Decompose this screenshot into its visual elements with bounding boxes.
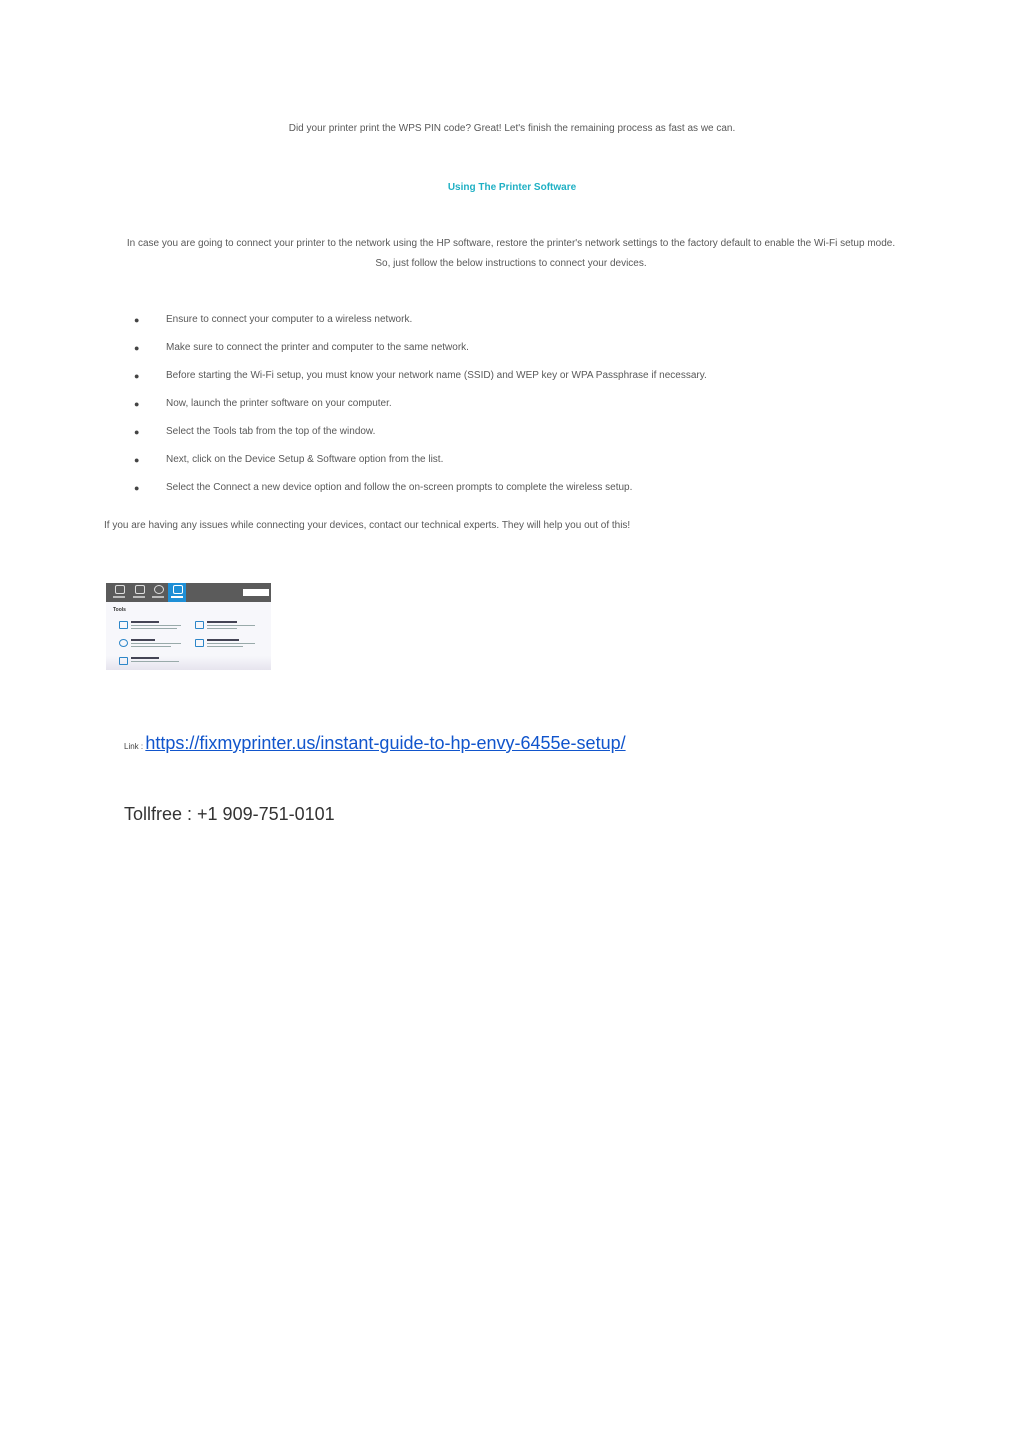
- step-text: Ensure to connect your computer to a wireless network.: [166, 314, 413, 325]
- hp-software-screenshot: [106, 583, 271, 670]
- shop-tab-icon: [130, 583, 148, 602]
- device-setup-icon: [119, 621, 128, 629]
- list-item: [0, 367, 1024, 395]
- bullet-icon: ●: [134, 371, 140, 381]
- intro-text: Did your printer print the WPS PIN code? Great! Let's finish the remaining process as fast as we can.: [288, 123, 736, 134]
- setup-guide-link[interactable]: https://fixmyprinter.us/instant-guide-to-hp-envy-6455e-setup/: [145, 733, 626, 753]
- tools-tab-icon: [168, 583, 186, 602]
- closing-text: If you are having any issues while connecting your devices, contact our technical experts. They will help you out of this!: [104, 520, 631, 531]
- list-item: [0, 423, 1024, 451]
- list-item: [0, 339, 1024, 367]
- link-label: Link :: [124, 742, 146, 751]
- data-collection-icon: [195, 639, 204, 647]
- update-icon: [119, 639, 128, 647]
- step-text: Select the Connect a new device option and follow the on-screen prompts to complete the wireless setup.: [166, 482, 633, 493]
- list-item: [0, 451, 1024, 479]
- step-text: Make sure to connect the printer and computer to the same network.: [166, 342, 469, 353]
- step-text: Select the Tools tab from the top of the window.: [166, 426, 376, 437]
- printer-tab-icon: [110, 583, 128, 602]
- intro-paragraph: In case you are going to connect your printer to the network using the HP software, restore the printer's network settings to the factory default to enable the Wi-Fi setup mode. So, just follow the below instructions to connect your devices.: [126, 238, 896, 269]
- link-row: [124, 733, 626, 754]
- scan-doctor-icon: [195, 621, 204, 629]
- bullet-icon: ●: [134, 315, 140, 325]
- advanced-settings-icon: [119, 657, 128, 665]
- bullet-icon: ●: [134, 483, 140, 493]
- list-item: [0, 479, 1024, 507]
- bullet-icon: ●: [134, 427, 140, 437]
- step-text: Next, click on the Device Setup & Software option from the list.: [166, 454, 444, 465]
- search-input: [243, 589, 269, 596]
- bullet-icon: ●: [134, 455, 140, 465]
- help-tab-icon: [149, 583, 167, 602]
- bullet-icon: ●: [134, 343, 140, 353]
- bullet-icon: ●: [134, 399, 140, 409]
- step-text: Now, launch the printer software on your computer.: [166, 398, 392, 409]
- steps-list: [0, 311, 1024, 507]
- step-text: Before starting the Wi-Fi setup, you must know your network name (SSID) and WEP key or WPA Passphrase if necessary.: [166, 370, 707, 381]
- list-item: [0, 395, 1024, 423]
- tools-title: Tools: [113, 607, 126, 613]
- list-item: [0, 311, 1024, 339]
- section-heading: Using The Printer Software: [447, 182, 577, 193]
- tollfree-number: Tollfree : +1 909-751-0101: [124, 804, 335, 824]
